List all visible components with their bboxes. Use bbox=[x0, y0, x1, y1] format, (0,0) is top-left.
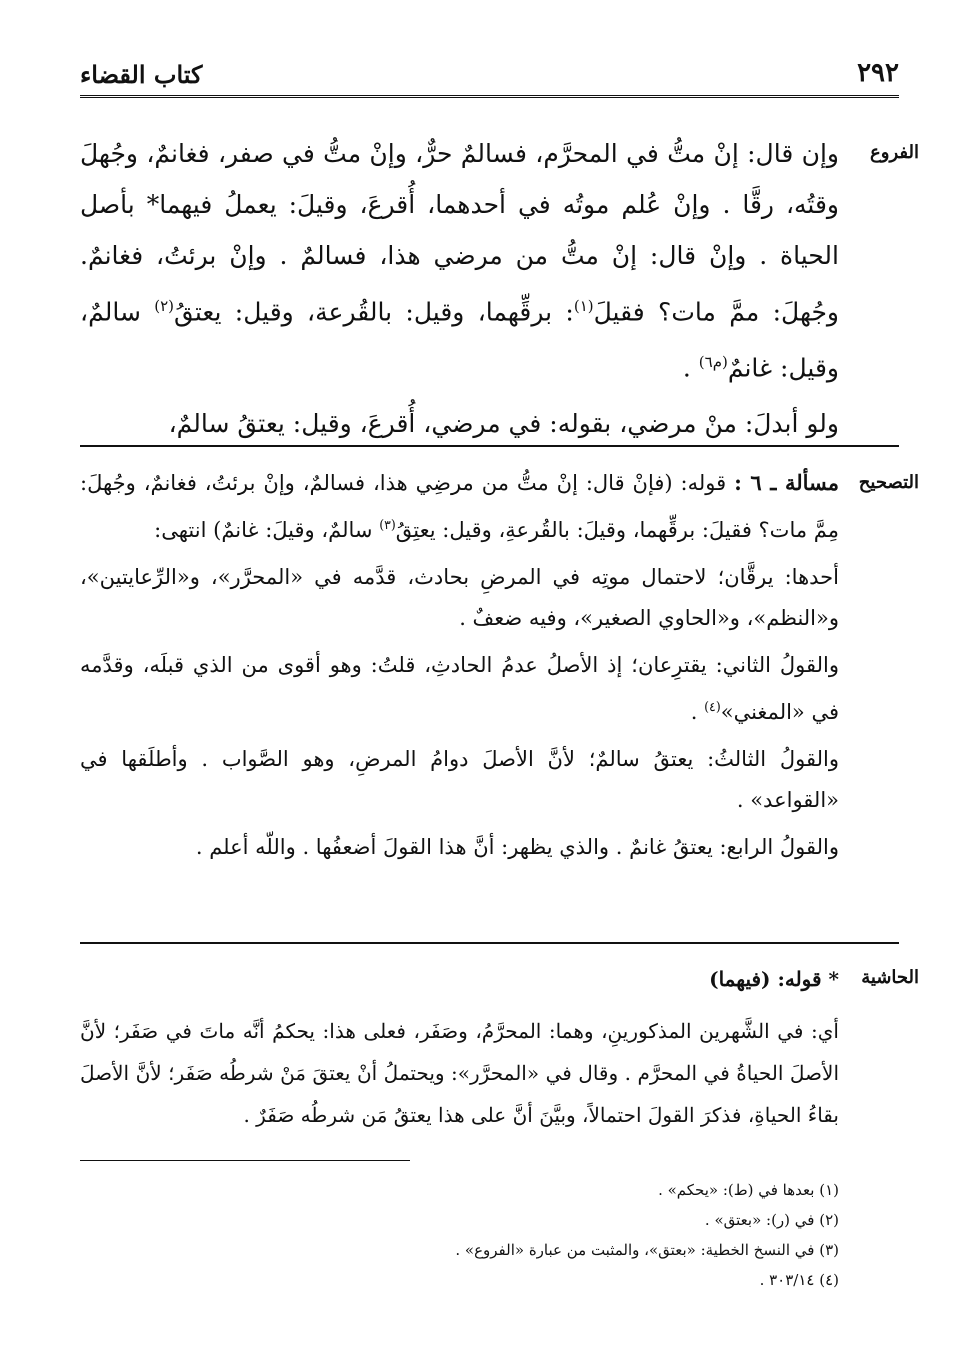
hashiya-section bbox=[80, 958, 839, 1136]
section-divider bbox=[80, 942, 899, 944]
running-title: كتاب القضاء bbox=[80, 60, 203, 89]
tashih-text: قوله: (فإنْ قال: إنْ متُّ من مرضِي هذا، فسالمٌ، وإنْ برئتُ، فغانمٌ، وجُهلَ: مِمَّ مات؟ فقيلَ: برقِّهما، وقيلَ: بالقُرعةِ، وقيل: يعتِقُ bbox=[80, 471, 839, 542]
footnote-item: (٤) ٣٠٣/١٤ . bbox=[759, 1271, 839, 1289]
furu-text: . bbox=[682, 353, 699, 383]
tashih-text: سالمٌ، وقيلَ: غانمٌ) انتهى: bbox=[154, 518, 380, 542]
header-rule bbox=[80, 95, 899, 98]
footnote-ref: (٢) bbox=[154, 297, 175, 315]
furu-text: : برقِّهما، وقيل: بالقُرعة، وقيل: يعتقُ bbox=[174, 297, 574, 327]
furu-section bbox=[80, 128, 839, 449]
section-label-hashiya: الحاشية bbox=[861, 967, 919, 988]
tashih-paragraph-1 bbox=[80, 462, 839, 551]
footnote-ref: (٣) bbox=[379, 517, 396, 532]
footnote-item: (٣) في النسخ الخطية: «بعتق»، والمثبت من عبارة «الفروع» . bbox=[455, 1241, 839, 1259]
footnote-ref: (م٦) bbox=[698, 353, 728, 372]
footnote-item: (٢) في (ر): «بعتق» . bbox=[704, 1211, 839, 1229]
tashih-paragraph-5: والقولُ الرابع: يعتقُ غانمٌ . والذي يظهر: أنَّ هذا القولَ أضعفُها . واللّه أعلم . bbox=[195, 835, 839, 859]
tashih-section bbox=[80, 462, 839, 874]
footnote-ref: (١) bbox=[573, 297, 594, 315]
section-divider bbox=[80, 445, 899, 447]
furu-text: سالمٌ، وقيل: غانمٌ bbox=[80, 297, 839, 383]
tashih-paragraph-2: أحدها: يرقَّان؛ لاحتمال موتِه في المرضِ بحادث، قدَّمه في «المحرَّر»، و«الرِّعايتين»، و«النظم»، و«الحاوي الصغير»، وفيه ضعفٌ . bbox=[80, 565, 839, 630]
tashih-paragraph-3 bbox=[80, 645, 839, 733]
tashih-text: . bbox=[690, 700, 705, 724]
footnote-ref: (٤) bbox=[704, 699, 721, 714]
footnotes bbox=[80, 1175, 839, 1295]
masala-heading: مسألة ـ ٦ : bbox=[734, 470, 840, 495]
hashiya-paragraph-1: أي: في الشَّهرين المذكورينِ، وهما: المحرَّمُ، وصَفَر، فعلى هذا: يحكمُ أنَّه ماتَ في صَفَر؛ لأنَّ الأصلَ الحياةُ في المحرَّم . وقال في «المحرَّر»: ويحتملُ أنْ يعتقَ مَنْ شرطُه صَفَر؛ لأنَّ الأصلَ بقاءُ الحياةِ، فذكرَ القولَ احتمالاً، وبيَّنَ أنَّ على هذا يعتقُ مَن شرطُه صَفَرٌ . bbox=[80, 1019, 840, 1127]
tashih-text: والقولُ الثاني: يقترِعان؛ إذ الأصلُ عدمُ الحادثِ، قلتُ: وهو أقوى من الذي قبلَه، وقدَّمه في «المغني» bbox=[80, 653, 839, 724]
furu-text: وإن قال: إنْ متُّ في المحرَّم، فسالمٌ حرٌّ، وإنْ متُّ في صفر، فغانمٌ، وجُهلَ وقتُه، رقَّا . وإنْ عُلم موتُه في أحدهما، أُقرعَ، وقيلَ: يعملُ فيهما* بأصل الحياة . وإنْ قال: إنْ متُّ من مرضي هذا، فسالمٌ . وإنْ برئتُ، فغانمٌ. وجُهلَ: ممَّ مات؟ فقيلَ bbox=[80, 139, 839, 327]
page-number: ٢٩٢ bbox=[857, 58, 899, 88]
hashiya-heading: * قوله: (فيهما) bbox=[709, 967, 839, 991]
section-label-furu: الفروع bbox=[870, 142, 919, 163]
section-label-tashih: التصحيح bbox=[858, 472, 919, 493]
tashih-paragraph-4: والقولُ الثالثُ: يعتقُ سالمٌ؛ لأنَّ الأصلَ دوامُ المرضِ، وهو الصَّواب . وأطلَقها في «القواعد» . bbox=[80, 747, 839, 812]
footnote-item: (١) بعدها في (ط): «يحكم» . bbox=[658, 1181, 839, 1199]
footnote-rule bbox=[80, 1160, 410, 1161]
furu-paragraph-1 bbox=[80, 128, 839, 394]
furu-paragraph-2: ولو أبدلَ: منْ مرضي، بقوله: في مرضي، أُقرعَ، وقيل: يعتقُ سالمٌ، bbox=[168, 408, 839, 438]
